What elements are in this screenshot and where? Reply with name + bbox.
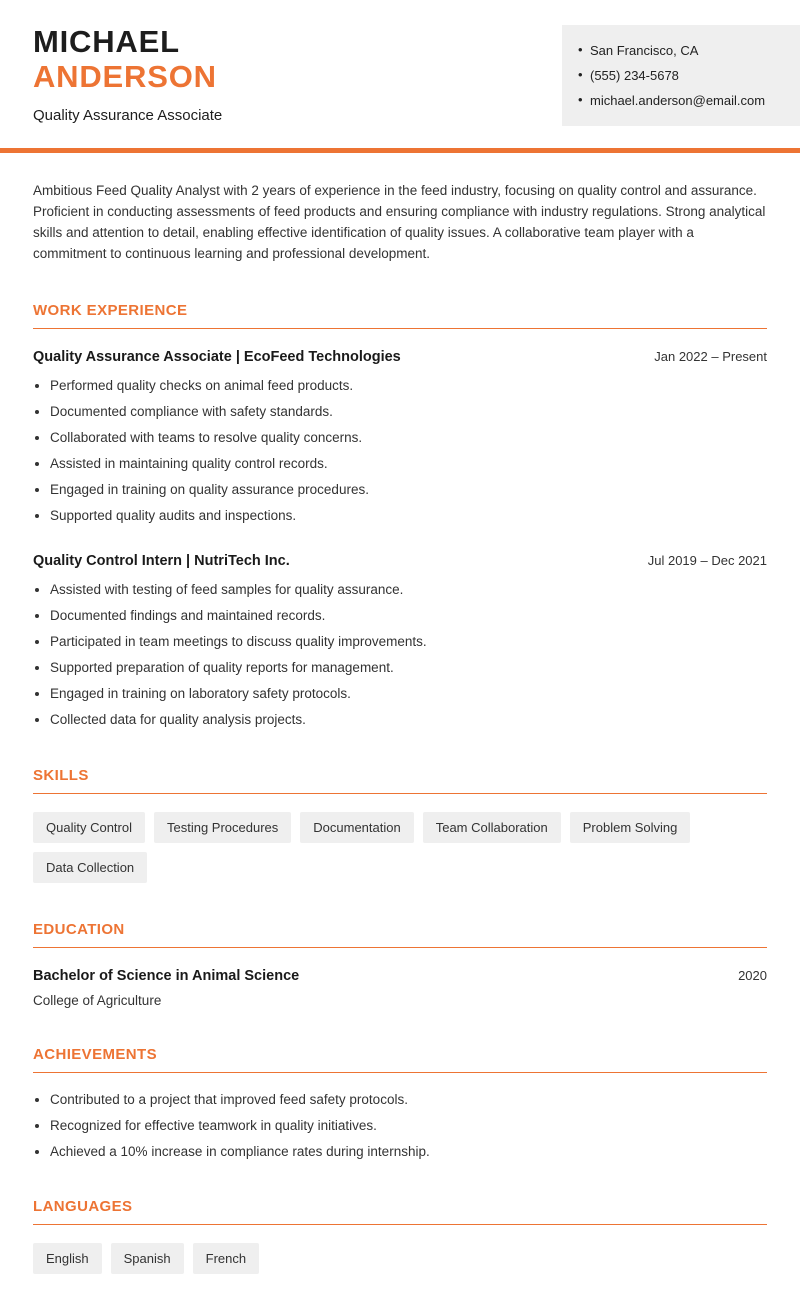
contact-list — [578, 38, 784, 113]
education-heading: EDUCATION — [33, 921, 767, 948]
languages-heading: LANGUAGES — [33, 1198, 767, 1225]
skill-tag: Quality Control — [33, 812, 145, 843]
job-title-company: Quality Control Intern | NutriTech Inc. — [33, 552, 290, 569]
resume-content — [0, 180, 800, 1314]
achievement-bullet: • Contributed to a project that improved feed safety protocols. — [50, 1091, 767, 1109]
language-tag: English — [33, 1243, 102, 1274]
job-bullet: • Documented findings and maintained records. — [50, 607, 767, 625]
job-bullet-list — [33, 581, 767, 729]
header — [0, 0, 800, 126]
last-name: ANDERSON — [33, 58, 217, 94]
job-bullet: • Collected data for quality analysis projects. — [50, 711, 767, 729]
job-bullet: • Assisted in maintaining quality control records. — [50, 455, 767, 473]
education-degree: Bachelor of Science in Animal Science — [33, 967, 300, 984]
skill-tag: Team Collaboration — [423, 812, 561, 843]
job-bullet: • Supported preparation of quality reports for management. — [50, 659, 767, 677]
skill-tag: Data Collection — [33, 852, 147, 883]
contact-email: • michael.anderson@email.com — [578, 88, 784, 113]
achievements-list — [33, 1091, 767, 1161]
section-languages — [33, 1198, 767, 1274]
job-header — [33, 553, 767, 569]
skill-tag: Testing Procedures — [154, 812, 291, 843]
skill-tag: Documentation — [300, 812, 413, 843]
language-tag: Spanish — [111, 1243, 184, 1274]
job-bullet: • Collaborated with teams to resolve quality concerns. — [50, 429, 767, 447]
job-title-company: Quality Assurance Associate | EcoFeed Technologies — [33, 349, 401, 366]
job-entry — [33, 349, 767, 525]
skill-tag: Problem Solving — [570, 812, 691, 843]
job-dates: Jul 2019 – Dec 2021 — [647, 552, 767, 568]
job-bullet: • Participated in team meetings to discuss quality improvements. — [50, 633, 767, 651]
achievement-bullet: • Recognized for effective teamwork in quality initiatives. — [50, 1117, 767, 1135]
section-work-experience — [33, 302, 767, 729]
name-title-block — [33, 25, 222, 124]
section-education — [33, 921, 767, 1008]
contact-phone: • (555) 234-5678 — [578, 63, 784, 88]
skills-heading: SKILLS — [33, 767, 767, 794]
job-bullet: • Engaged in training on quality assurance procedures. — [50, 481, 767, 499]
job-entry — [33, 553, 767, 729]
section-skills — [33, 767, 767, 883]
summary-paragraph: Ambitious Feed Quality Analyst with 2 years of experience in the feed industry, focusing on quality control and assurance. Proficient in conducting assessments of feed products and ensuring compliance with industry regulations. Strong analytical skills and attention to detail, enabling effective identification of quality issues. A collaborative team player with a commitment to continuous learning and professional development. — [33, 183, 766, 262]
first-name: MICHAEL — [33, 24, 180, 59]
contact-box — [562, 25, 800, 126]
accent-divider-bar — [0, 148, 800, 153]
education-header — [33, 968, 767, 984]
job-bullet: • Engaged in training on laboratory safety protocols. — [50, 685, 767, 703]
job-bullet: • Performed quality checks on animal feed products. — [50, 377, 767, 395]
job-header — [33, 349, 767, 365]
job-dates: Jan 2022 – Present — [654, 349, 767, 365]
achievements-heading: ACHIEVEMENTS — [33, 1046, 767, 1073]
section-achievements — [33, 1046, 767, 1161]
header-job-title: Quality Assurance Associate — [33, 107, 223, 125]
work-experience-heading: WORK EXPERIENCE — [33, 302, 767, 329]
job-bullet: • Assisted with testing of feed samples for quality assurance. — [50, 581, 767, 599]
education-school: College of Agriculture — [33, 992, 162, 1008]
achievement-bullet: • Achieved a 10% increase in compliance rates during internship. — [50, 1143, 767, 1161]
languages-tag-row — [33, 1243, 767, 1274]
skills-tag-row — [33, 812, 767, 883]
job-bullet: • Documented compliance with safety standards. — [50, 403, 767, 421]
job-bullet: • Supported quality audits and inspections. — [50, 507, 767, 525]
language-tag: French — [193, 1243, 259, 1274]
job-bullet-list — [33, 377, 767, 525]
contact-location: • San Francisco, CA — [578, 38, 784, 63]
education-year: 2020 — [738, 967, 767, 983]
education-entry — [33, 968, 767, 1008]
